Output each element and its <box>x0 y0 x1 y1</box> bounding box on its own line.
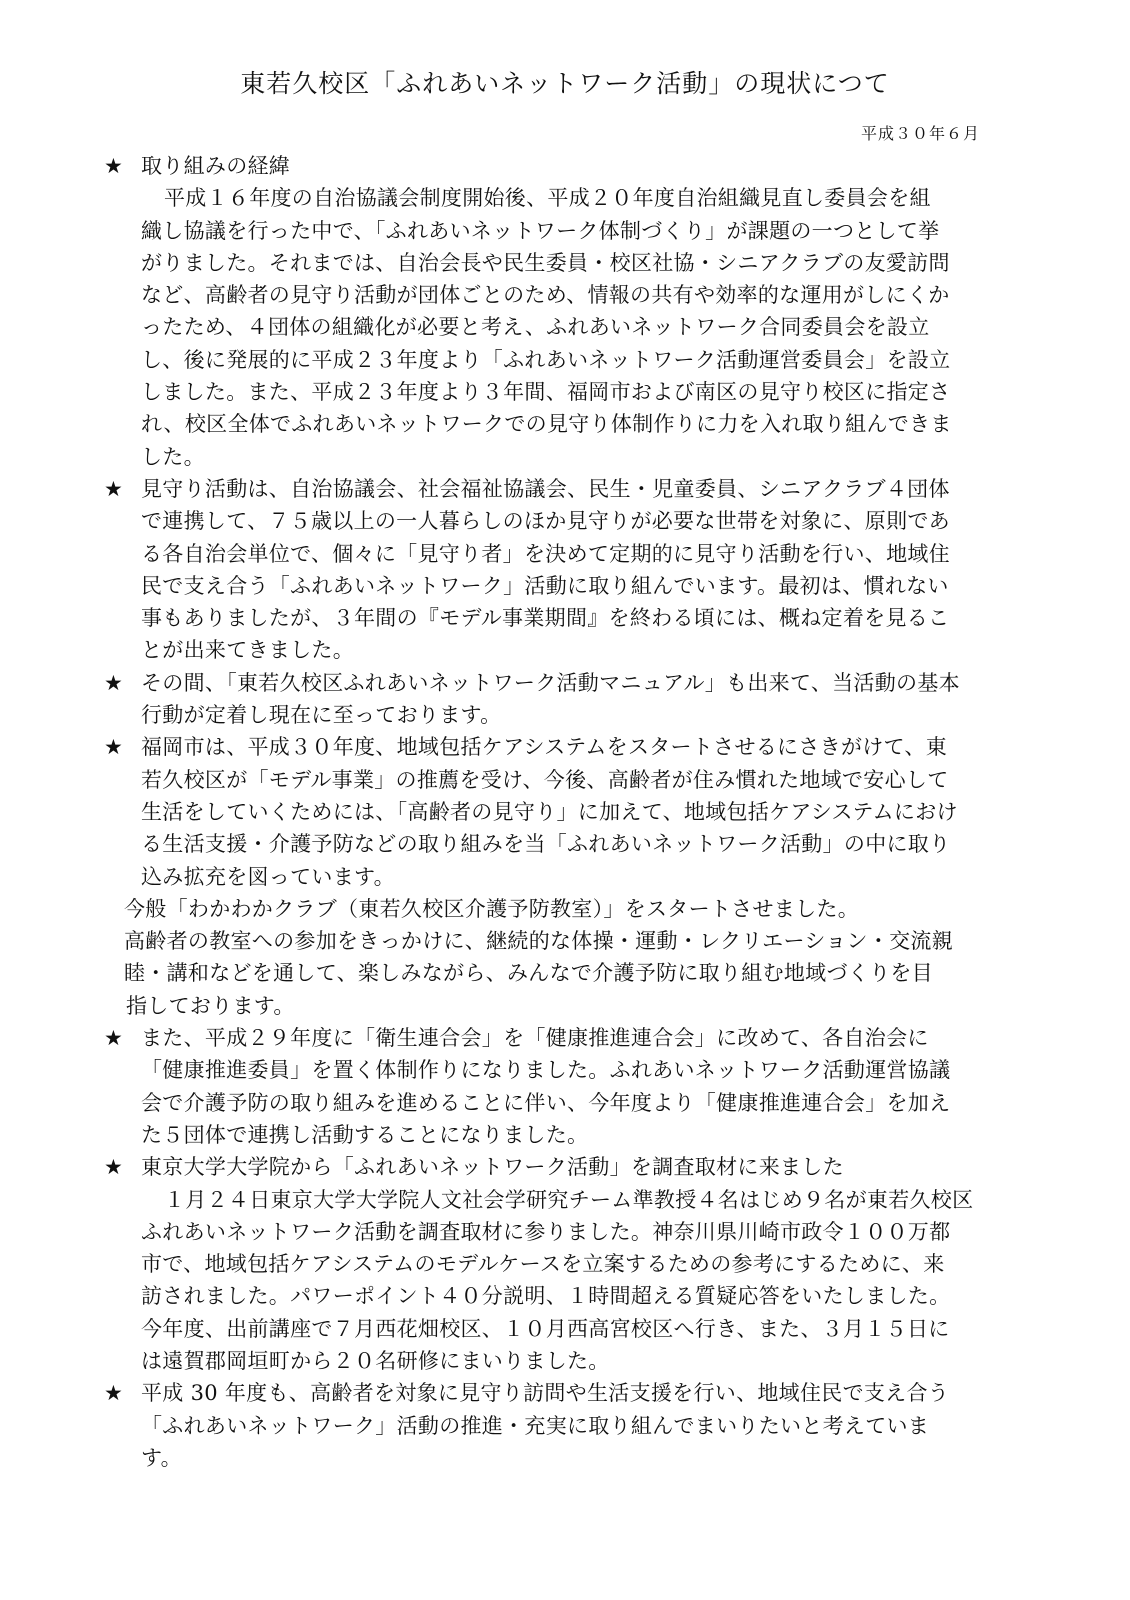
paragraph-line: 「健康推進委員」を置く体制作りになりました。ふれあいネットワーク活動運営協議 <box>141 1058 951 1083</box>
paragraph-line: その間、「東若久校区ふれあいネットワーク活動マニュアル」も出来て、当活動の基本 <box>141 670 960 695</box>
star-bullet-icon: ★ <box>104 154 124 178</box>
document-title: 東若久校区「ふれあいネットワーク活動」の現状につて <box>240 69 890 98</box>
paragraph-line: ふれあいネットワーク活動を調査取材に参りました。神奈川県川崎市政令１００万都 <box>141 1219 951 1244</box>
paragraph-line: また、平成２９年度に「衛生連合会」を「健康推進連合会」に改めて、各自治会に <box>141 1026 929 1051</box>
star-bullet-icon: ★ <box>104 476 124 501</box>
paragraph-line: した。 <box>141 444 205 469</box>
star-bullet-icon: ★ <box>104 670 124 695</box>
paragraph-line: 東京大学大学院から「ふれあいネットワーク活動」を調査取材に来ました <box>141 1155 844 1180</box>
paragraph-line: 行動が定着し現在に至っております。 <box>141 703 502 728</box>
paragraph-line: し、後に発展的に平成２３年度より「ふれあいネットワーク活動運営委員会」を設立 <box>141 347 951 372</box>
paragraph-line: 指しております。 <box>126 993 295 1018</box>
bullet-paragraph-first-line <box>104 473 1039 505</box>
paragraph-line: る生活支援・介護予防などの取り組みを当「ふれあいネットワーク活動」の中に取り <box>141 832 951 857</box>
paragraph-line: がりました。それまでは、自治会長や民生委員・校区社協・シニアクラブの友愛訪問 <box>141 250 950 275</box>
star-bullet-icon: ★ <box>104 1155 124 1180</box>
paragraph-line: 込み拡充を図っています。 <box>141 864 395 889</box>
bullet-paragraph-first-line <box>104 1377 1039 1409</box>
paragraph-line: 生活をしていくためには、「高齢者の見守り」に加えて、地域包括ケアシステムにおけ <box>141 799 958 824</box>
star-bullet-icon: ★ <box>104 735 124 760</box>
paragraph-line: 若久校区が「モデル事業」の推薦を受け、今後、高齢者が住み慣れた地域で安心して <box>141 767 949 792</box>
paragraph-line: す。 <box>141 1445 182 1470</box>
paragraph-line: 市で、地域包括ケアシステムのモデルケースを立案するための参考にするために、来 <box>141 1252 945 1277</box>
paragraph-line: 平成 30 年度も、高齢者を対象に見守り訪問や生活支援を行い、地域住民で支え合う <box>141 1381 950 1406</box>
paragraph-line: 訪されました。パワーポイント４０分説明、１時間超える質疑応答をいたしました。 <box>141 1284 951 1309</box>
bullet-paragraph-first-line <box>104 1022 1039 1054</box>
paragraph-line: 見守り活動は、自治協議会、社会福祉協議会、民生・児童委員、シニアクラブ４団体 <box>141 476 950 501</box>
paragraph-line: ったため、４団体の組織化が必要と考え、ふれあいネットワーク合同委員会を設立 <box>141 315 930 340</box>
paragraph-line: しました。また、平成２３年度より３年間、福岡市および南区の見守り校区に指定さ <box>141 380 951 405</box>
paragraph-line: は遠賀郡岡垣町から２０名研修にまいりました。 <box>141 1348 610 1373</box>
paragraph-line: れ、校区全体でふれあいネットワークでの見守り体制作りに力を入れ取り組んできま <box>141 412 952 437</box>
paragraph-line: 睦・講和などを通して、楽しみながら、みんなで介護予防に取り組む地域づくりを目 <box>124 961 933 986</box>
section-heading-background <box>104 150 1039 182</box>
paragraph-line: 今年度、出前講座で７月西花畑校区、１０月西高宮校区へ行き、また、３月１５日に <box>141 1316 950 1341</box>
section-heading: 取り組みの経緯 <box>141 154 291 178</box>
bullet-paragraph-first-line <box>104 1151 1039 1183</box>
paragraph-line: 「ふれあいネットワーク」活動の推進・充実に取り組んでまいりたいと考えていま <box>141 1413 930 1438</box>
bullet-paragraph-first-line <box>104 667 1039 699</box>
paragraph-line: 今般「わかわかクラブ（東若久校区介護予防教室）」をスタートさせました。 <box>124 896 859 921</box>
paragraph-line: 高齢者の教室への参加をきっかけに、継続的な体操・運動・レクリエーション・交流親 <box>124 929 954 954</box>
paragraph-line: 織し協議を行った中で、「ふれあいネットワーク体制づくり」が課題の一つとして挙 <box>141 218 940 243</box>
paragraph-line: など、高齢者の見守り活動が団体ごとのため、情報の共有や効率的な運用がしにくか <box>141 283 950 308</box>
paragraph-line: た５団体で連携し活動することになりました。 <box>141 1122 589 1147</box>
paragraph-line: １月２４日東京大学大学院人文社会学研究チーム準教授４名はじめ９名が東若久校区 <box>164 1187 974 1212</box>
document-date: 平成３０年６月 <box>860 124 980 143</box>
paragraph-line: る各自治会単位で、個々に「見守り者」を決めて定期的に見守り活動を行い、地域住 <box>141 541 950 566</box>
paragraph-line: 民で支え合う「ふれあいネットワーク」活動に取り組んでいます。最初は、慣れない <box>141 573 949 598</box>
document-body <box>104 150 1039 1474</box>
bullet-paragraph-first-line <box>104 731 1039 763</box>
star-bullet-icon: ★ <box>104 1381 124 1406</box>
paragraph-line: で連携して、７５歳以上の一人暮らしのほか見守りが必要な世帯を対象に、原則であ <box>141 509 950 534</box>
star-bullet-icon: ★ <box>104 1026 124 1051</box>
paragraph-line: 平成１６年度の自治協議会制度開始後、平成２０年度自治組織見直し委員会を組 <box>164 186 931 211</box>
paragraph-line: 福岡市は、平成３０年度、地域包括ケアシステムをスタートさせるにさきがけて、東 <box>141 735 948 760</box>
paragraph-line: 会で介護予防の取り組みを進めることに伴い、今年度より「健康推進連合会」を加え <box>141 1090 951 1115</box>
paragraph-line: 事もありましたが、３年間の『モデル事業期間』を終わる頃には、概ね定着を見るこ <box>141 606 950 631</box>
paragraph-line: とが出来てきました。 <box>141 638 354 663</box>
